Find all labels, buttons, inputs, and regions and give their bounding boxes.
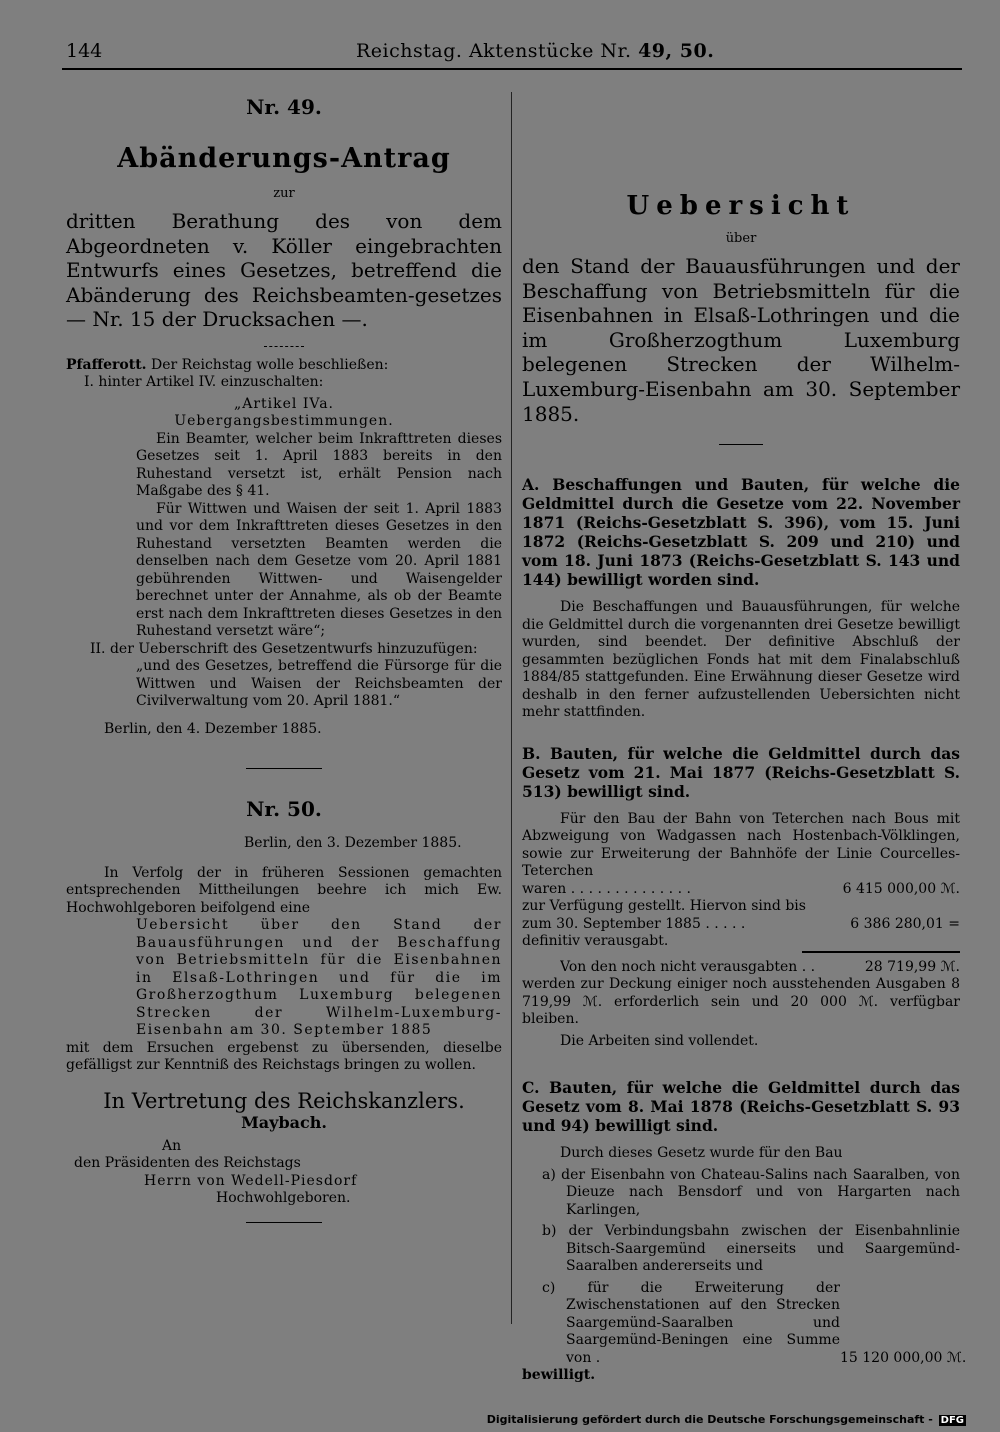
- amount-2-value: 6 386 280,01 =: [850, 915, 960, 932]
- section-rule: [246, 768, 322, 769]
- section-c-item-c-text: c) für die Erweiterung der Zwischenstationen auf den Strecken Saargemünd-Saaralben und Saargemünd-Beningen eine Summe von .: [542, 1279, 840, 1366]
- section-b-line-2: zur Verfügung gestellt. Hiervon sind bis: [522, 898, 806, 915]
- signature-name: Maybach.: [241, 1112, 327, 1132]
- section-c-item-b: b) der Verbindungsbahn zwischen der Eisenbahnlinie Bitsch-Saargemünd einerseits und Saargemünd-Saaralben andererseits und: [542, 1223, 960, 1275]
- motion-author: Pfafferott.: [66, 356, 147, 373]
- amount-3-value: 28 719,99 ℳ.: [864, 958, 960, 975]
- letter-body: In Verfolg der in früheren Sessionen gemachten entsprechenden Mittheilungen beehre ich mich Ew. Hochwohlgeboren beifolgend eine: [66, 864, 502, 916]
- footer-text: Digitalisierung gefördert durch die Deutsche Forschungsgemeinschaft -: [486, 1413, 933, 1426]
- article-paragraph-1: Ein Beamter, welcher beim Inkrafttreten dieses Gesetzes seit 1. April 1883 bereits in den Ruhestand versetzt ist, erhält Pension nach Maßgabe des § 41.: [136, 430, 502, 500]
- letter-closing: mit dem Ersuchen ergebenst zu übersenden, dieselbe gefälligst zur Kenntniß des Reichstags bringen zu wollen.: [66, 1039, 502, 1074]
- section-b-amount-1: [522, 881, 960, 899]
- dfg-logo: DFG: [940, 1415, 964, 1426]
- page-number: 144: [66, 40, 103, 62]
- address-line-2: Herrn von Wedell-Piesdorf: [144, 1172, 358, 1189]
- date-50: Berlin, den 3. Dezember 1885.: [244, 835, 462, 852]
- signature-line: In Vertretung des Reichskanzlers.: [103, 1088, 465, 1113]
- header-title-text: Reichstag. Aktenstücke Nr.: [356, 40, 632, 62]
- motion-item-2: II. der Ueberschrift des Gesetzentwurfs hinzuzufügen:: [90, 640, 478, 657]
- section-b-amount-2: [522, 916, 960, 934]
- amount-3-label: Von den noch nicht verausgabten . .: [560, 958, 816, 975]
- left-column: [66, 95, 502, 1223]
- address-line-3: Hochwohlgeboren.: [216, 1190, 351, 1207]
- overview-heading: Uebersicht: [626, 191, 856, 221]
- article-paragraph-2: Für Wittwen und Waisen der seit 1. April 1883 und vor dem Inkrafttreten dieses Gesetzes in den Ruhestand versetzten Beamten werden die denselben nach dem Gesetze vom 20. April 1881 gebührenden Wittwen- und Waisengelder berechnet unter der Annahme, als ob der Beamte erst nach dem Inkrafttreten dieses Gesetzes in den Ruhestand versetzt wäre“;: [136, 500, 502, 640]
- document-number-50: Nr. 50.: [246, 797, 322, 822]
- amount-1-label: waren . . . . . . . . . . . . . .: [522, 880, 691, 897]
- motion-intro-text: Der Reichstag wolle beschließen:: [151, 356, 389, 373]
- motion-item-1: I. hinter Artikel IV. einzuschalten:: [84, 374, 324, 391]
- motion-intro: [66, 357, 502, 375]
- amount-1-value: 6 415 000,00 ℳ.: [842, 880, 960, 897]
- letter-quoted-title: Uebersicht über den Stand der Bauausführungen und der Beschaffung von Betriebsmitteln für die Eisenbahnen in Elsaß-Lothringen und für die im Großherzogthum Luxemburg belegenen Strecken der Wilhelm-Luxemburg-Eisenbahn am 30. September 1885: [136, 917, 502, 1039]
- section-a-text: Die Beschaffungen und Bauausführungen, für welche die Geldmittel durch die vorgenannten drei Gesetze bewilligt wurden, sind beendet. Der definitive Abschluß der gesammten bezüglichen Fonds hat mit dem Finalabschluß 1884/85 stattgefunden. Eine Erwähnung dieser Gesetze wird deshalb in den ferner aufzustellenden Uebersichten nicht mehr stattfinden.: [522, 599, 960, 721]
- document-number-49: Nr. 49.: [246, 95, 322, 119]
- section-b-line-5: werden zur Deckung einiger noch ausstehenden Ausgaben 8 719,99 ℳ. erforderlich sein und 20 000 ℳ. verfügbar bleiben.: [522, 976, 960, 1028]
- article-title: „Artikel IVa.: [233, 395, 334, 412]
- section-c-intro: Durch dieses Gesetz wurde für den Bau: [560, 1145, 843, 1162]
- header-rule: [62, 68, 962, 70]
- section-b-line-3: definitiv verausgabt.: [522, 933, 669, 950]
- motion-item-2-quote: „und des Gesetzes, betreffend die Fürsorge für die Wittwen und Waisen der Reichsbeamten der Civilverwaltung vom 20. April 1881.“: [136, 658, 502, 710]
- footer-credit: [487, 1413, 966, 1426]
- address-an: An: [162, 1137, 182, 1154]
- amendment-subtitle: dritten Berathung des von dem Abgeordneten v. Köller eingebrachten Entwurfs eines Gesetzes, betreffend die Abänderung des Reichsbeamten-gesetzes — Nr. 15 der Drucksachen —.: [66, 209, 502, 332]
- column-divider: [511, 92, 512, 1324]
- section-b-title: B. Bauten, für welche die Geldmittel durch das Gesetz vom 21. Mai 1877 (Reichs-Gesetzblatt S. 513) bewilligt sind.: [522, 743, 960, 801]
- header-numbers: 49, 50.: [638, 40, 715, 62]
- article-subtitle: Uebergangsbestimmungen.: [174, 413, 394, 430]
- closing-rule: [246, 1222, 322, 1223]
- section-c-item-a: a) der Eisenbahn von Chateau-Salins nach Saaralben, von Dieuze nach Bensdorf und von Hargarten nach Karlingen,: [542, 1166, 960, 1218]
- amendment-heading: Abänderungs-Antrag: [117, 143, 451, 174]
- ueber-label: über: [725, 231, 757, 246]
- sum-rule: [802, 951, 960, 953]
- date-49: Berlin, den 4. Dezember 1885.: [104, 720, 322, 737]
- section-b-amount-3: [522, 959, 960, 977]
- overview-rule: [719, 444, 763, 445]
- section-c-title: C. Bauten, für welche die Geldmittel durch das Gesetz vom 8. Mai 1878 (Reichs-Gesetzblatt S. 93 und 94) bewilligt sind.: [522, 1078, 960, 1136]
- section-b-line-6: Die Arbeiten sind vollendet.: [560, 1032, 759, 1049]
- overview-subtitle: den Stand der Bauausführungen und der Beschaffung von Betriebsmitteln für die Eisenbahnen in Elsaß-Lothringen und die im Großherzogthum Luxemburg belegenen Strecken der Wilhelm-Luxemburg-Eisenbahn am 30. September 1885.: [522, 254, 960, 426]
- section-b-text: Für den Bau der Bahn von Teterchen nach Bous mit Abzweigung von Wadgassen nach Hostenbach-Völklingen, sowie zur Erweiterung der Bahnhöfe der Linie Courcelles-Teterchen: [522, 810, 960, 880]
- section-c-end: bewilligt.: [522, 1367, 596, 1384]
- address-line-1: den Präsidenten des Reichstags: [74, 1155, 301, 1172]
- running-header: [66, 40, 940, 66]
- section-a-title: A. Beschaffungen und Bauten, für welche die Geldmittel durch die Gesetze vom 22. November 1871 (Reichs-Gesetzblatt S. 396), vom 15. Juni 1872 (Reichs-Gesetzblatt S. 209 und 210) und vom 18. Juni 1873 (Reichs-Gesetzblatt S. 143 und 144) bewilligt worden sind.: [522, 475, 960, 590]
- section-c-amount: 15 120 000,00 ℳ.: [840, 1349, 967, 1366]
- zur-label: zur: [273, 186, 295, 201]
- amount-2-label: zum 30. September 1885 . . . . .: [522, 915, 746, 932]
- section-c-item-c: [522, 1279, 967, 1368]
- header-title: [356, 40, 714, 62]
- right-column: [522, 95, 967, 1385]
- separator-dashes: [264, 346, 304, 347]
